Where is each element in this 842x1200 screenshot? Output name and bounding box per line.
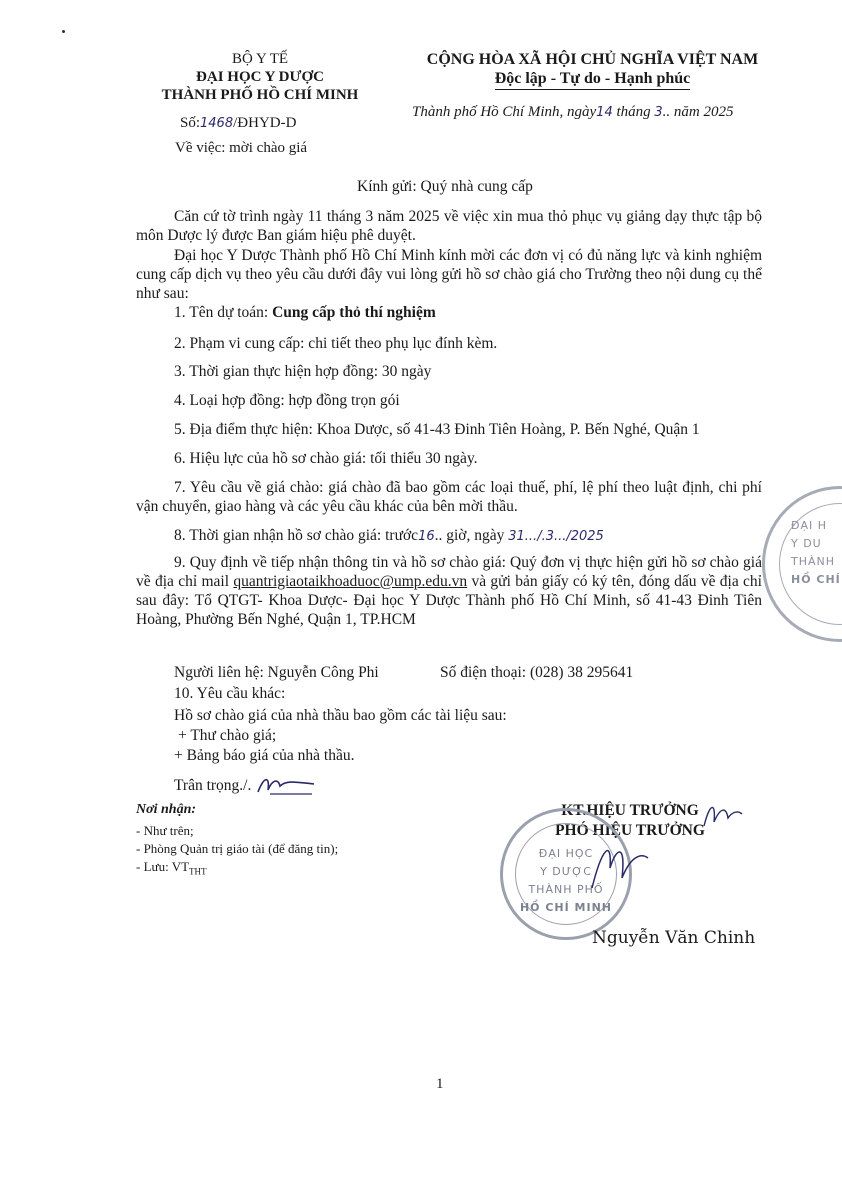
partial-seal-line-2: Y DU <box>791 537 822 550</box>
recipients-title: Nơi nhận: <box>136 802 197 817</box>
seal-line-2: Y DƯỢC <box>540 865 592 878</box>
item-8-date-handwritten: 31.../.3.../2025 <box>508 529 604 544</box>
item-8-mid: .. giờ, ngày <box>434 527 509 544</box>
recipient-3-sub: THT <box>189 866 207 877</box>
signer-name: Nguyễn Văn Chinh <box>592 928 756 948</box>
item-8-prefix: 8. Thời gian nhận hồ sơ chào giá: trước <box>174 527 419 544</box>
item-4: 4. Loại hợp đồng: hợp đồng trọn gói <box>174 392 400 409</box>
partial-seal-line-1: ĐẠI H <box>791 519 828 532</box>
seal-line-1: ĐẠI HỌC <box>538 847 594 860</box>
item-6: 6. Hiệu lực của hồ sơ chào giá: tối thiểu 30 ngày. <box>174 450 478 467</box>
country-name: CỘNG HÒA XÃ HỘI CHỦ NGHĨA VIỆT NAM <box>426 51 759 68</box>
seal-line-3: THÀNH PHỐ <box>528 883 604 896</box>
contact-person: Người liên hệ: Nguyễn Công Phi <box>174 664 379 681</box>
recipient-2: - Phòng Quản trị giáo tài (để đăng tin); <box>136 841 339 856</box>
page-number: 1 <box>436 1076 444 1092</box>
partial-seal-line-4: HỒ CHÍ <box>791 573 841 586</box>
item-1-label: 1. Tên dự toán: <box>174 304 273 321</box>
signature-title-2: PHÓ HIỆU TRƯỞNG <box>555 822 705 839</box>
intro-paragraph: Căn cứ tờ trình ngày 11 tháng 3 năm 2025 về việc xin mua thỏ phục vụ giảng dạy thực tập bộ môn Dược lý được Ban giám hiệu phê duyệt. <box>136 208 762 244</box>
salutation: Kính gửi: Quý nhà cung cấp <box>357 178 533 195</box>
document-number-prefix: Số: <box>180 115 201 131</box>
ministry-name: BỘ Y TẾ <box>231 51 289 67</box>
date-month-label: tháng <box>616 104 651 120</box>
item-9-text-part2: và gửi bản giấy có ký tên, đóng dấu về địa chỉ sau đây: Tổ QTGT- Khoa Dược- Đại học Y Dược Thành phố Hồ Chí Minh, số 41-43 Đinh Tiên Hoàng, Phường Bến Nghé, Quận 1, TP.HCM <box>136 573 762 628</box>
date-month-handwritten: 3 <box>654 105 663 120</box>
document-number-handwritten: 1468 <box>200 116 234 131</box>
document-number-suffix: /ĐHYD-D <box>233 115 297 131</box>
item-1 <box>174 304 436 322</box>
date-day-handwritten: 14 <box>596 105 613 120</box>
signature-mark <box>700 798 744 834</box>
item-2: 2. Phạm vi cung cấp: chi tiết theo phụ lục đính kèm. <box>174 335 498 352</box>
item-7: 7. Yêu cầu về giá chào: giá chào đã bao gồm các loại thuế, phí, lệ phí theo luật định, chi phí vận chuyển, giao hàng và các yêu cầu khác của bên mời thầu. <box>136 479 762 515</box>
partial-seal-line-3: THÀNH <box>791 555 836 568</box>
contact-phone: Số điện thoại: (028) 38 295641 <box>440 664 634 681</box>
item-9 <box>136 553 762 629</box>
item-5: 5. Địa điểm thực hiện: Khoa Dược, số 41-43 Đinh Tiên Hoàng, P. Bến Nghé, Quận 1 <box>174 421 700 438</box>
subject-line: Về việc: mời chào giá <box>175 140 308 156</box>
signature-scribble <box>582 828 652 898</box>
partial-seal <box>762 486 842 642</box>
contact-email-link[interactable]: quantrigiaotaikhoaduoc@ump.edu.vn <box>233 573 468 590</box>
initial-signature <box>256 772 316 798</box>
scan-dot <box>62 30 65 33</box>
doc-1: + Thư chào giá; <box>178 727 277 744</box>
item-3: 3. Thời gian thực hiện hợp đồng: 30 ngày <box>174 363 432 380</box>
issuer-header <box>130 50 390 104</box>
recipient-1: - Như trên; <box>136 823 194 838</box>
place-date <box>412 104 772 121</box>
recipient-3-prefix: - Lưu: VT <box>136 859 190 874</box>
place-date-prefix: Thành phố Hồ Chí Minh, ngày <box>412 104 597 120</box>
doc-2: + Bảng báo giá của nhà thầu. <box>174 747 355 764</box>
item-10: 10. Yêu cầu khác: <box>174 685 286 702</box>
national-motto: Độc lập - Tự do - Hạnh phúc <box>495 69 691 90</box>
closing: Trân trọng./. <box>174 777 252 794</box>
item-8 <box>174 527 604 545</box>
university-name-line1: ĐẠI HỌC Y DƯỢC <box>196 69 324 85</box>
item-1-value: Cung cấp thỏ thí nghiệm <box>272 304 436 321</box>
item-8-hour-handwritten: 16 <box>418 529 435 544</box>
item-9-text-part1: 9. Quy định về tiếp nhận thông tin và hồ sơ chào giá: Quý đơn vị thực hiện gửi hồ sơ chào giá về địa chỉ mail <box>136 554 762 590</box>
recipient-3 <box>136 858 207 881</box>
invite-paragraph: Đại học Y Dược Thành phố Hồ Chí Minh kính mời các đơn vị có đủ năng lực và kinh nghiệm cung cấp dịch vụ theo yêu cầu dưới đây vui lòng gửi hồ sơ chào giá cho Trường theo nội dung cụ thể như sau: <box>136 247 762 302</box>
national-header <box>405 50 780 90</box>
signature-title-1: KT.HIỆU TRƯỞNG <box>561 802 699 819</box>
university-name-line2: THÀNH PHỐ HỒ CHÍ MINH <box>161 87 359 103</box>
seal-line-4: HỒ CHÍ MINH <box>519 901 613 914</box>
docs-intro: Hồ sơ chào giá của nhà thầu bao gồm các tài liệu sau: <box>174 707 507 724</box>
document-number <box>180 115 296 132</box>
date-year: .. năm 2025 <box>662 104 734 120</box>
